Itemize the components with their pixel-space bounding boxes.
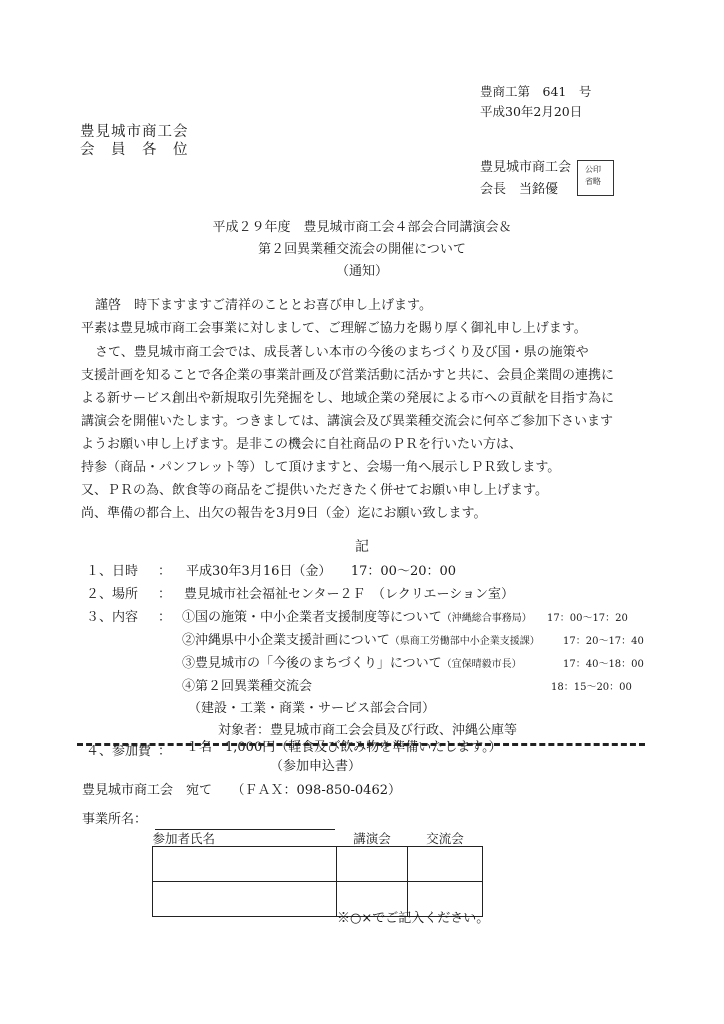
title-line-1: 平成２９年度 豊見城市商工会４部会合同講演会＆: [212, 220, 512, 235]
date-colon: ：: [158, 564, 172, 579]
lecture-attendance-cell[interactable]: [337, 847, 408, 882]
column-header-lecture: 講演会: [337, 832, 408, 847]
content-time: 18：15〜20：00: [551, 682, 632, 693]
content-text: ④第２回異業種交流会: [182, 679, 313, 694]
seal-text-line1: 公印: [585, 165, 601, 174]
content-colon: ：: [158, 610, 172, 625]
body-line: 講演会を開催いたします。つきましては、講演会及び異業種交流会に何卒ご参加下さいます: [81, 414, 613, 429]
ki-heading: 記: [355, 539, 369, 555]
form-heading: （参加申込書）: [270, 759, 362, 774]
title-line-3: （通知）: [335, 264, 388, 279]
body-line: 平素は豊見城市商工会事業に対しまして、ご理解ご協力を賜り厚く御礼申し上げます。: [81, 321, 587, 336]
participant-table: [152, 832, 483, 917]
body-line: 持参（商品・パンフレット等）して頂けますと、会場一角へ展示しＰＲ致します。: [81, 460, 561, 475]
content-speaker: （県商工労働部中小企業支援課）: [389, 636, 540, 647]
content-text: ③豊見城市の「今後のまちづくり」について: [182, 656, 442, 671]
fee-colon: ：: [158, 744, 172, 759]
form-recipient: 豊見城市商工会 宛て （ＦＡＸ：098-850-0462）: [82, 783, 401, 798]
content-text: ①国の施策・中小企業者支援制度等について: [182, 610, 442, 625]
form-note: ※○×でご記入ください。: [337, 911, 490, 926]
place-colon: ：: [158, 587, 172, 602]
seal-text-line2: 省略: [585, 177, 601, 186]
body-line: 謹啓 時下ますますご清祥のこととお喜び申し上げます。: [95, 298, 432, 313]
column-header-name: 参加者氏名: [153, 832, 337, 847]
body-line: 支援計画を知ることで各企業の事業計画及び営業活動に活かすと共に、会員企業間の連携に: [81, 368, 615, 383]
content-item: [182, 606, 532, 625]
cut-line-divider: [77, 743, 645, 746]
reference-number: 豊商工第 641 号: [480, 84, 592, 99]
addressee-org: 豊見城市商工会: [80, 124, 189, 140]
place-label: ２、場所: [86, 587, 139, 602]
fee-value: １名 1,000円（軽食及び飲み物を準備いたします。）: [186, 740, 502, 755]
office-name-label: 事業所名：: [82, 812, 148, 827]
fee-label: ４、参加費: [86, 744, 152, 759]
date-value: 平成30年3月16日（金） 17：00〜20：00: [186, 564, 457, 579]
issue-date: 平成30年2月20日: [480, 104, 583, 119]
content-speaker: （沖縄総合事務局）: [441, 613, 532, 624]
addressee-members: 会 員 各 位: [80, 142, 189, 158]
official-seal-stamp: [577, 160, 614, 196]
content-time: 17：20〜17：40: [563, 636, 644, 647]
column-header-exchange: 交流会: [408, 832, 483, 847]
content-item: [182, 675, 312, 694]
content-item: [182, 652, 522, 671]
date-label: １、日時: [86, 564, 139, 579]
participant-name-cell[interactable]: [153, 847, 337, 882]
content-label: ３、内容: [86, 610, 139, 625]
table-header-row: [153, 832, 483, 847]
participant-name-cell[interactable]: [153, 882, 337, 917]
content-subtitle: （建設・工業・商業・サービス部会合同）: [188, 701, 436, 716]
body-line: 尚、準備の都合上、出欠の報告を3月9日（金）迄にお願い致します。: [81, 506, 487, 521]
content-speaker: （宜保晴毅市長）: [441, 659, 522, 670]
table-row: [153, 847, 483, 882]
body-line: 又、ＰＲの為、飲食等の商品をご提供いただきたく併せてお願い申し上げます。: [81, 483, 548, 498]
sender-name: 会長 当銘優: [480, 182, 559, 197]
content-item: [182, 629, 540, 648]
content-time: 17：40〜18：00: [563, 659, 644, 670]
exchange-attendance-cell[interactable]: [408, 847, 483, 882]
sender-org: 豊見城市商工会: [480, 160, 572, 175]
place-value: 豊見城市社会福祉センター２Ｆ （レクリエーション室）: [184, 587, 514, 602]
content-time: 17：00〜17：20: [547, 613, 628, 624]
body-line: よる新サービス創出や新規取引先発掘をし、地域企業の発展による市への貢献を目指す為に: [81, 391, 615, 406]
body-line: ようお願い申し上げます。是非この機会に自社商品のＰＲを行いたい方は、: [81, 437, 522, 452]
target-audience: 対象者：豊見城市商工会会員及び行政、沖縄公庫等: [218, 723, 518, 738]
content-text: ②沖縄県中小企業支援計画について: [182, 633, 390, 648]
body-line: さて、豊見城市商工会では、成長著しい本市の今後のまちづくり及び国・県の施策や: [95, 345, 589, 360]
title-line-2: 第２回異業種交流会の開催について: [258, 242, 466, 257]
office-name-underline: [155, 829, 335, 830]
